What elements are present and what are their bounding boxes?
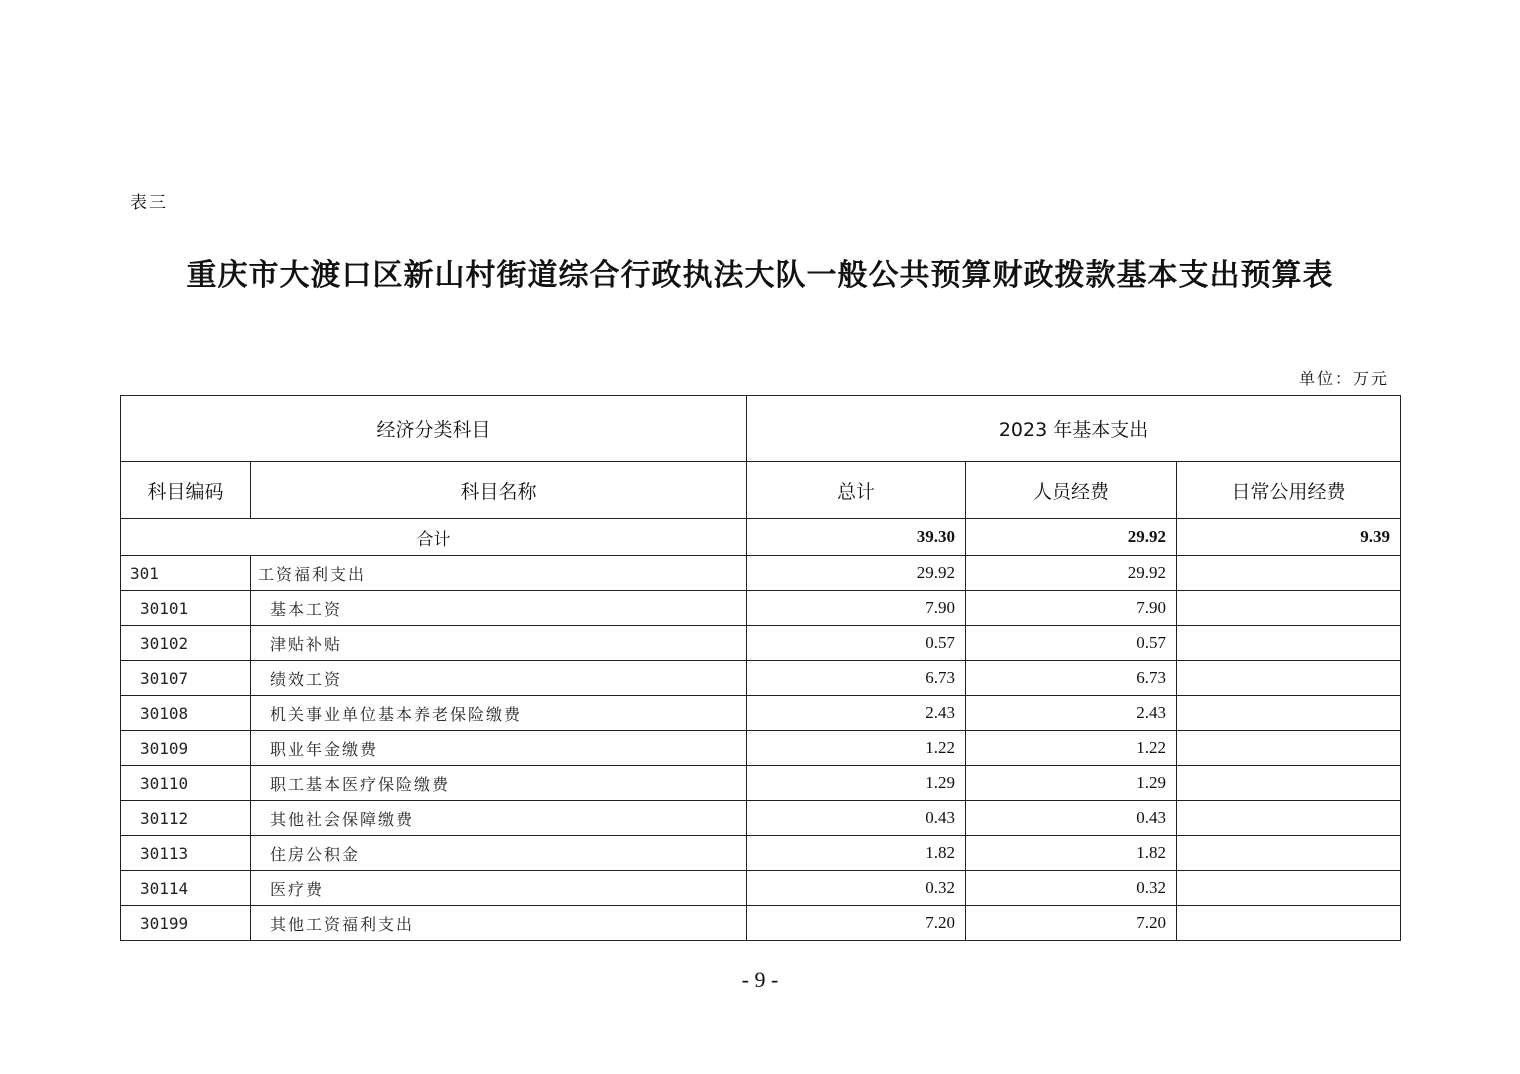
row-name: 住房公积金 [251, 836, 747, 871]
row-code: 301 [121, 556, 251, 591]
row-public [1177, 696, 1401, 731]
table-row [121, 766, 1401, 801]
row-personnel: 0.43 [966, 801, 1177, 836]
row-name: 职业年金缴费 [251, 731, 747, 766]
row-total: 1.82 [747, 836, 966, 871]
row-total: 29.92 [747, 556, 966, 591]
total-personnel: 29.92 [966, 519, 1177, 556]
row-total: 1.22 [747, 731, 966, 766]
row-personnel: 7.20 [966, 906, 1177, 941]
header-row-group [121, 396, 1401, 462]
row-name: 职工基本医疗保险缴费 [251, 766, 747, 801]
total-label: 合计 [121, 519, 747, 556]
row-total: 0.57 [747, 626, 966, 661]
row-total: 0.43 [747, 801, 966, 836]
row-total: 2.43 [747, 696, 966, 731]
row-personnel: 2.43 [966, 696, 1177, 731]
total-row [121, 519, 1401, 556]
row-name: 医疗费 [251, 871, 747, 906]
row-code: 30114 [121, 871, 251, 906]
page-number: - 9 - [741, 967, 779, 992]
row-personnel: 0.57 [966, 626, 1177, 661]
row-public [1177, 766, 1401, 801]
row-public [1177, 556, 1401, 591]
table-row [121, 556, 1401, 591]
header-basic-expenditure: 2023 年基本支出 [747, 396, 1401, 462]
row-public [1177, 836, 1401, 871]
budget-table [120, 395, 1401, 941]
row-total: 6.73 [747, 661, 966, 696]
row-code: 30108 [121, 696, 251, 731]
row-personnel: 6.73 [966, 661, 1177, 696]
row-name: 其他工资福利支出 [251, 906, 747, 941]
row-public [1177, 871, 1401, 906]
row-public [1177, 661, 1401, 696]
row-name: 绩效工资 [251, 661, 747, 696]
document-title: 重庆市大渡口区新山村街道综合行政执法大队一般公共预算财政拨款基本支出预算表 [186, 258, 1334, 293]
row-personnel: 29.92 [966, 556, 1177, 591]
row-personnel: 7.90 [966, 591, 1177, 626]
table-label: 表三 [130, 193, 168, 213]
header-personnel: 人员经费 [966, 462, 1177, 519]
table-row [121, 836, 1401, 871]
row-code: 30199 [121, 906, 251, 941]
table-row [121, 696, 1401, 731]
row-public [1177, 626, 1401, 661]
header-economic-category: 经济分类科目 [121, 396, 747, 462]
row-public [1177, 591, 1401, 626]
total-total: 39.30 [747, 519, 966, 556]
row-public [1177, 731, 1401, 766]
table-row [121, 801, 1401, 836]
table-row [121, 731, 1401, 766]
row-name: 基本工资 [251, 591, 747, 626]
unit-label: 单位：万元 [1298, 369, 1389, 388]
table-row [121, 661, 1401, 696]
table-row [121, 906, 1401, 941]
header-code: 科目编码 [121, 462, 251, 519]
row-name: 其他社会保障缴费 [251, 801, 747, 836]
row-total: 7.20 [747, 906, 966, 941]
row-total: 7.90 [747, 591, 966, 626]
header-total: 总计 [747, 462, 966, 519]
row-code: 30109 [121, 731, 251, 766]
row-code: 30110 [121, 766, 251, 801]
table-row [121, 626, 1401, 661]
row-public [1177, 906, 1401, 941]
row-name: 工资福利支出 [251, 556, 747, 591]
row-total: 0.32 [747, 871, 966, 906]
row-code: 30113 [121, 836, 251, 871]
table-row [121, 591, 1401, 626]
header-name: 科目名称 [251, 462, 747, 519]
row-code: 30112 [121, 801, 251, 836]
table-row [121, 871, 1401, 906]
header-row-columns [121, 462, 1401, 519]
row-personnel: 1.29 [966, 766, 1177, 801]
row-name: 机关事业单位基本养老保险缴费 [251, 696, 747, 731]
row-personnel: 1.82 [966, 836, 1177, 871]
row-personnel: 1.22 [966, 731, 1177, 766]
row-total: 1.29 [747, 766, 966, 801]
row-personnel: 0.32 [966, 871, 1177, 906]
row-code: 30101 [121, 591, 251, 626]
row-code: 30102 [121, 626, 251, 661]
total-public: 9.39 [1177, 519, 1401, 556]
header-public: 日常公用经费 [1177, 462, 1401, 519]
row-name: 津贴补贴 [251, 626, 747, 661]
row-code: 30107 [121, 661, 251, 696]
row-public [1177, 801, 1401, 836]
